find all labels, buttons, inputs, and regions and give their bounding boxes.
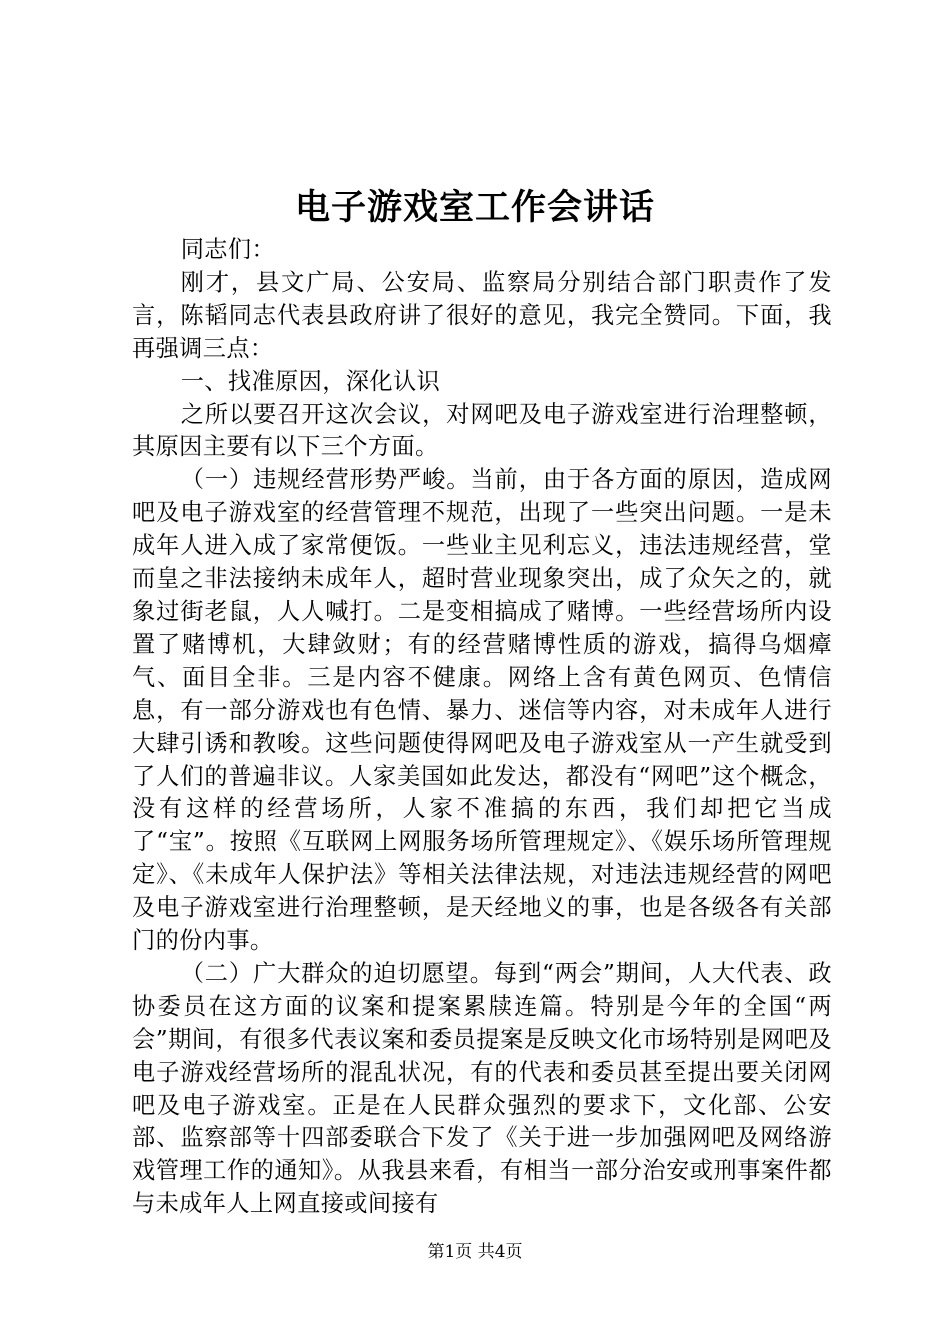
document-body xyxy=(132,234,832,1221)
body-paragraph: （一）违规经营形势严峻。当前，由于各方面的原因，造成网吧及电子游戏室的经营管理不规范，出现了一些突出问题。一是未成年人进入成了家常便饭。一些业主见利忘义，违法违规经营，堂而皇之非法接纳未成年人，超时营业现象突出，成了众矢之的，就象过街老鼠，人人喊打。二是变相搞成了赌博。一些经营场所内设置了赌博机，大肆敛财；有的经营赌博性质的游戏，搞得乌烟瘴气、面目全非。三是内容不健康。网络上含有黄色网页、色情信息，有一部分游戏也有色情、暴力、迷信等内容，对未成年人进行大肆引诱和教唆。这些问题使得网吧及电子游戏室从一产生就受到了人们的普遍非议。人家美国如此发达，都没有“网吧”这个概念，没有这样的经营场所，人家不准搞的东西，我们却把它当成了“宝”。按照《互联网上网服务场所管理规定》、《娱乐场所管理规定》、《未成年人保护法》等相关法律法规，对违法违规经营的网吧及电子游戏室进行治理整顿，是天经地义的事，也是各级各有关部门的份内事。 xyxy=(132,466,832,955)
body-paragraph: 之所以要召开这次会议，对网吧及电子游戏室进行治理整顿，其原因主要有以下三个方面。 xyxy=(132,400,832,461)
section-heading: 一、找准原因，深化认识 xyxy=(180,367,441,395)
page-number-footer: 第1页 共4页 xyxy=(427,1242,523,1262)
document-title: 电子游戏室工作会讲话 xyxy=(294,187,655,228)
body-paragraph: （二）广大群众的迫切愿望。每到“两会”期间，人大代表、政协委员在这方面的议案和提案累牍连篇。特别是今年的全国“两会”期间，有很多代表议案和委员提案是反映文化市场特别是网吧及电子游戏经营场所的混乱状况，有的代表和委员甚至提出要关闭网吧及电子游戏室。正是在人民群众强烈的要求下，文化部、公安部、监察部等十四部委联合下发了《关于进一步加强网吧及网络游戏管理工作的通知》。从我县来看，有相当一部分治安或刑事案件都与未成年人上网直接或间接有 xyxy=(132,959,832,1218)
intro-paragraph: 刚才，县文广局、公安局、监察局分别结合部门职责作了发言，陈韬同志代表县政府讲了很好的意见，我完全赞同。下面，我再强调三点： xyxy=(132,268,832,362)
salutation-paragraph: 同志们： xyxy=(180,236,276,263)
